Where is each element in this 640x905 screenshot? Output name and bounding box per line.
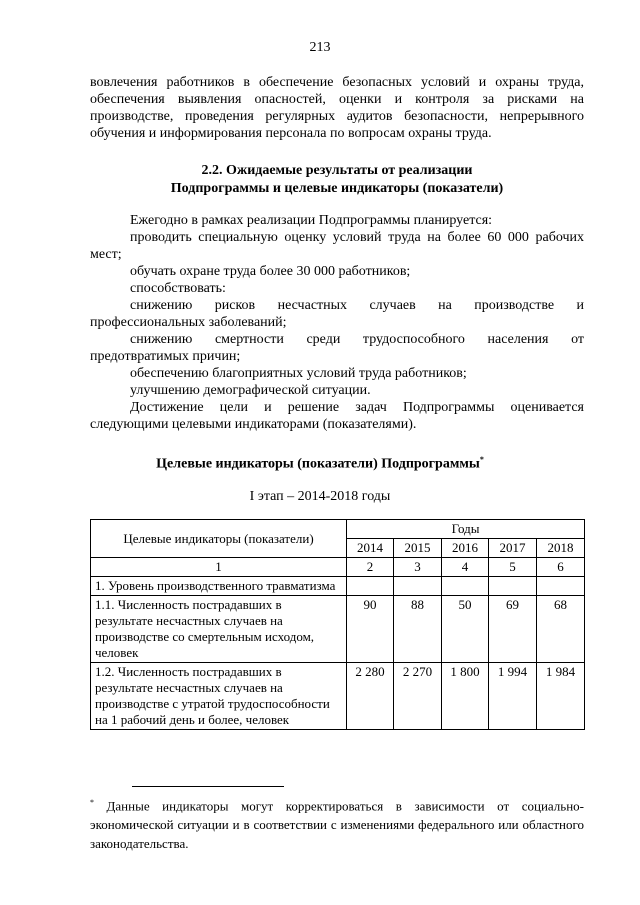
indicator-value [442, 577, 489, 596]
indicator-value: 90 [347, 596, 394, 663]
indicator-value: 69 [489, 596, 537, 663]
year-cell: 2017 [489, 539, 537, 558]
footnote-divider [132, 786, 284, 787]
plan-lead: Ежегодно в рамках реализации Подпрограммы планируется: [130, 213, 493, 228]
colnum-cell: 5 [489, 558, 537, 577]
indicator-value: 1 800 [442, 663, 489, 730]
plan-item-7: улучшению демографической ситуации. [130, 383, 371, 398]
table-row [91, 663, 585, 730]
year-cell: 2016 [442, 539, 489, 558]
table-title-text: Целевые индикаторы (показатели) Подпрограммы [156, 456, 480, 472]
table-row [91, 577, 585, 596]
indicator-name: 1.2. Численность пострадавших в результате несчастных случаев на производстве с утратой трудоспособности на 1 рабочий день и более, человек [91, 663, 347, 730]
colnum-cell: 6 [537, 558, 585, 577]
stage-label: I этап – 2014-2018 годы [249, 489, 391, 504]
indicator-value: 1 994 [489, 663, 537, 730]
section-title [90, 162, 584, 198]
colnum-cell: 4 [442, 558, 489, 577]
colnum-cell: 2 [347, 558, 394, 577]
indicator-name: 1. Уровень производственного травматизма [91, 577, 347, 596]
colnum-cell: 1 [91, 558, 347, 577]
header-years: Годы [347, 520, 585, 539]
plan-closing: Достижение цели и решение задач Подпрограммы оценивается следующими целевыми индикаторами (показателями). [90, 400, 584, 432]
plan-section [90, 212, 584, 433]
year-cell: 2015 [394, 539, 442, 558]
header-indicator: Целевые индикаторы (показатели) [91, 520, 347, 558]
indicators-table [90, 519, 585, 730]
table-title-footnote-mark: * [479, 455, 484, 464]
indicator-value: 50 [442, 596, 489, 663]
plan-item-5: снижению смертности среди трудоспособного населения от предотвратимых причин; [90, 332, 584, 364]
plan-item-4: снижению рисков несчастных случаев на производстве и профессиональных заболеваний; [90, 298, 584, 330]
footnote-text: Данные индикаторы могут корректироваться в зависимости от социально-экономической ситуации и в соответствии с изменениями федерального или областного законодательства. [90, 798, 584, 852]
table-header-row [91, 520, 585, 539]
indicator-value [537, 577, 585, 596]
intro-paragraph: вовлечения работников в обеспечение безопасных условий и охраны труда, обеспечения выявления опасностей, оценки и контроля за рисками на производстве, проведения регулярных аудитов безопасности, непрерывного обучения и информирования персонала по вопросам охраны труда. [90, 75, 584, 141]
table-colnum-row [91, 558, 585, 577]
indicator-value [347, 577, 394, 596]
indicator-value: 2 280 [347, 663, 394, 730]
footnote-mark: * [90, 798, 94, 807]
indicator-value: 88 [394, 596, 442, 663]
indicator-value: 1 984 [537, 663, 585, 730]
section-title-line2: Подпрограммы и целевые индикаторы (показатели) [170, 181, 504, 196]
plan-item-3: способствовать: [130, 281, 226, 296]
colnum-cell: 3 [394, 558, 442, 577]
footnote [90, 793, 584, 853]
year-cell: 2014 [347, 539, 394, 558]
indicator-value: 68 [537, 596, 585, 663]
indicator-value [489, 577, 537, 596]
plan-item-6: обеспечению благоприятных условий труда работников; [130, 366, 467, 381]
indicator-value: 2 270 [394, 663, 442, 730]
page-number: 213 [309, 40, 331, 55]
plan-item-1: проводить специальную оценку условий труда на более 60 000 рабочих мест; [90, 230, 584, 262]
table-row [91, 596, 585, 663]
section-title-line1: 2.2. Ожидаемые результаты от реализации [201, 163, 473, 178]
year-cell: 2018 [537, 539, 585, 558]
table-title [0, 455, 640, 473]
indicator-value [394, 577, 442, 596]
indicator-name: 1.1. Численность пострадавших в результате несчастных случаев на производстве со смертельным исходом, человек [91, 596, 347, 663]
plan-item-2: обучать охране труда более 30 000 работников; [130, 264, 411, 279]
